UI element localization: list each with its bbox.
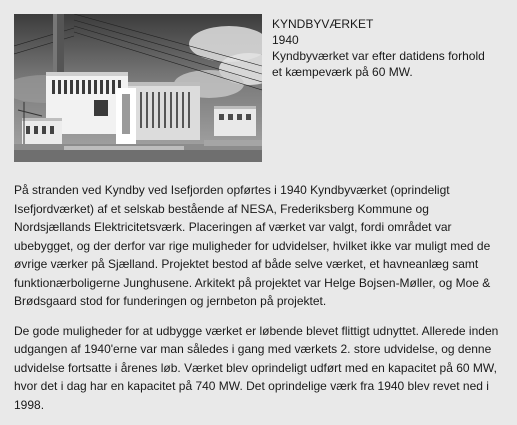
article-body	[14, 181, 504, 425]
paragraph-history: På stranden ved Kyndby ved Isefjorden opførtes i 1940 Kyndbyværket (oprindeligt Isefjordværket) af et selskab bestående af NESA, Frederiksberg Kommune og Nordsjællands Elektricitetsværk. Placeringen af værket var valgt, fordi området var ubebygget, og der derfor var rige muligheder for udvidelser, hvilket ikke var muligt med de øvrige værker på Sjælland. Projektet bestod af både selve værket, et havneanlæg samt funktionærboligerne Junghusene. Arkitekt på projektet var Helge Bojsen-Møller, og Moe & Brødsgaard stod for funderingen og jernbeton på projektet.	[14, 183, 491, 308]
power-plant-photo	[14, 14, 262, 162]
caption-description-line-1: Kyndbyværket var efter datidens forhold	[272, 49, 485, 63]
caption-description-line-2: et kæmpeværk på 60 MW.	[272, 65, 413, 79]
paragraph-expansion: De gode muligheder for at udbygge værket er løbende blevet flittigt udnyttet. Allerede inden udgangen af 1940'erne var man således i gang med værkets 2. store udvidelse, og denne udvidelse fortsatte i årenes løb. Værket blev oprindeligt udført med en kapacitet på 60 MW, hvor det i dag har en kapacitet på 740 MW. Det oprindelige værk fra 1940 blev revet ned i 1998.	[14, 323, 499, 412]
caption-title: KYNDBYVÆRKET	[272, 17, 374, 31]
caption-year: 1940	[272, 33, 299, 47]
photo-caption	[272, 16, 507, 80]
